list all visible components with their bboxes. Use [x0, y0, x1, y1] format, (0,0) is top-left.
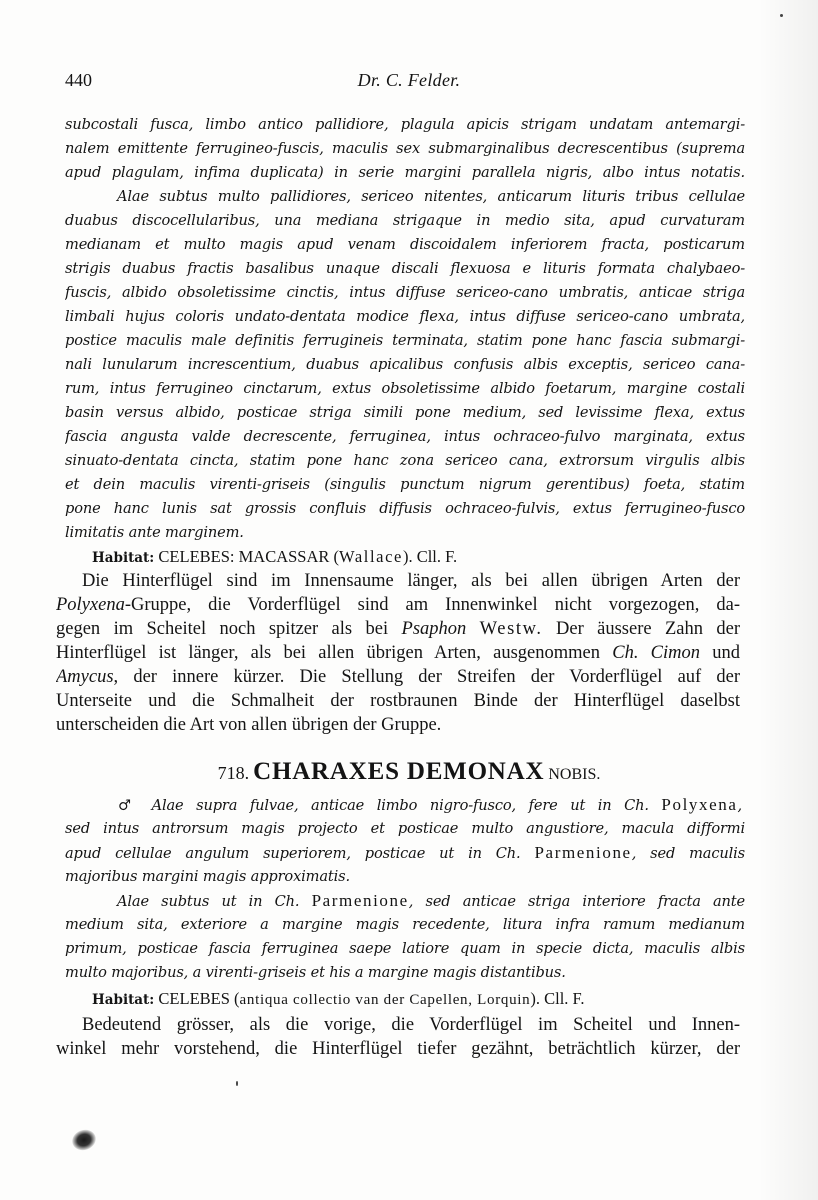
text-line: [56, 570, 740, 594]
text-line: [65, 890, 745, 914]
text-line: sinuato-dentata cincta, statim pone hanc zona sericeo cana, extrorsum virgulis albis: [65, 452, 745, 469]
paper-speck: [780, 14, 783, 17]
text-line: basin versus albido, posticae striga simili pone medium, sed levissime flexa, extus: [65, 404, 745, 421]
text-run: medium sita, exteriore a margine magis recedente, litura infra ramum medianum: [65, 916, 745, 933]
text-run: ,: [737, 797, 742, 814]
text-line: [56, 690, 740, 714]
text-line: [56, 594, 740, 618]
text-run: Alae supra fulvae, anticae limbo nigro-fusco, fere ut in Ch.: [151, 797, 662, 814]
text-run: und: [700, 643, 740, 663]
text-line: nali lunularum increscentium, duabus apicalibus confusis albis exceptis, sericeo cana-: [65, 356, 745, 373]
text-line: [65, 818, 745, 842]
text-run: , der innere kürzer. Die Stellung der Streifen der Vorderflügel auf der: [113, 667, 740, 687]
text-run: gegen im Scheitel noch spitzer als bei: [56, 619, 402, 639]
text-line: [65, 938, 745, 962]
text-run: majoribus margini magis approximatis.: [65, 868, 350, 885]
text-line: [56, 642, 740, 666]
text-line: [65, 914, 745, 938]
text-run: Der äussere Zahn der: [542, 619, 740, 639]
text-run: -Gruppe, die Vorderflügel sind am Innenwinkel nicht vorgezogen, da-: [124, 595, 740, 615]
text-line: winkel mehr vorstehend, die Hinterflügel tiefer gezähnt, beträchtlich kürzer, der: [56, 1039, 740, 1059]
habitat-label: Habitat:: [92, 550, 155, 566]
text-run: , sed anticae striga interiore fracta ante: [408, 893, 745, 910]
text-run: Alae subtus ut in Ch.: [117, 893, 312, 910]
habitat-line: [92, 988, 732, 1012]
text-line: Bedeutend grösser, als die vorige, die Vorderflügel im Scheitel und Innen-: [82, 1015, 740, 1035]
text-line: duabus discocellularibus, una mediana strigaque in medio sita, apud curvaturam: [65, 212, 745, 229]
author-name: Westw.: [479, 619, 543, 639]
text-run: primum, posticae fascia ferruginea saepe latiore quam in specie dicta, maculis albis: [65, 940, 745, 957]
taxon-name: Parmenione: [534, 843, 632, 862]
text-run: Die Hinterflügel sind im Innensaume länger, als bei allen übrigen Arten der: [82, 571, 740, 591]
text-line: [65, 842, 745, 866]
text-run: Unterseite und die Schmalheit der rostbraunen Binde der Hinterflügel daselbst: [56, 691, 740, 711]
text-line: [56, 714, 740, 738]
species-authority: NOBIS.: [548, 766, 601, 783]
taxon-name: Amycus: [56, 667, 114, 687]
text-run: unterscheiden die Art von allen übrigen der Gruppe.: [56, 715, 442, 735]
text-line: limbali hujus coloris undato-dentata modice flexa, intus diffuse sericeo-cano umbrata,: [65, 308, 745, 325]
text-line: et dein maculis virenti-griseis (singulis punctum nigrum gerentibus) foeta, statim: [65, 476, 745, 493]
text-line: fuscis, albido obsoletissime cinctis, intus diffuse sericeo-cano umbratis, anticae striga: [65, 284, 745, 301]
text-run: sed intus antrorsum magis projecto et posticae multo angustiore, macula difformi: [65, 820, 745, 837]
taxon-name: Psaphon: [401, 619, 467, 639]
text-line: fascia angusta valde decrescente, ferruginea, intus ochraceo-fulvo marginata, extus: [65, 428, 745, 445]
ink-blot: [69, 1126, 98, 1153]
species-heading: [0, 758, 818, 786]
habitat-line: [92, 546, 732, 570]
text-line: apud plagulam, infima duplicata) in serie margini parallela nigris, albo intus notatis.: [65, 164, 745, 181]
text-run: multo majoribus, a virenti-griseis et his a margine magis distantibus.: [65, 964, 566, 981]
text-run: Hinterflügel ist länger, als bei allen übrigen Arten, ausgenommen: [56, 643, 613, 663]
text-line: strigis duabus fractis basalibus unaque discali flexuosa e lituris formata chalybaeo-: [65, 260, 745, 277]
habitat-collection: ). Cll. F.: [402, 547, 458, 566]
text-run: apud cellulae angulum superiorem, posticae ut in Ch.: [65, 845, 535, 862]
text-run: , sed maculis: [631, 845, 745, 862]
male-symbol-icon: ♂: [118, 797, 140, 814]
running-title: Dr. C. Felder.: [357, 70, 461, 90]
text-line: [118, 794, 742, 818]
text-line: pone hanc lunis sat grossis confluis diffusis ochraceo-fulvis, extus ferrugineo-fusco: [65, 500, 745, 517]
text-line: postice maculis male definitis ferrugineis terminata, statim pone hanc fascia submargi-: [65, 332, 745, 349]
taxon-name: Polyxena: [661, 795, 738, 814]
taxon-name: Parmenione: [311, 891, 409, 910]
page-number: 440: [65, 70, 92, 90]
species-name: CHARAXES DEMONAX: [253, 758, 545, 785]
text-line: medianam et multo magis apud venam discoidalem inferiorem fracta, posticarum: [65, 236, 745, 253]
text-line: subcostali fusca, limbo antico pallidiore, plagula apicis strigam undatam antemargi-: [65, 116, 745, 133]
text-line: Alae subtus multo pallidiores, sericeo nitentes, anticarum lituris tribus cellulae: [117, 188, 745, 205]
text-line: limitatis ante marginem.: [65, 524, 244, 541]
habitat-collector: Wallace: [339, 547, 403, 566]
taxon-name: Polyxena: [56, 595, 125, 615]
text-line: rum, intus ferrugineo cinctarum, extus obsoletissime albido foetarum, margine costali: [65, 380, 745, 397]
text-line: [56, 666, 740, 690]
habitat-collector: antiqua collectio van der Capellen, Lorquin: [239, 992, 531, 1008]
habitat-collection: ). Cll. F.: [530, 989, 585, 1008]
taxon-name: Ch. Cimon: [612, 643, 701, 663]
text-line: nalem emittente ferrugineo-fuscis, maculis sex submarginalibus decrescentibus (suprema: [65, 140, 745, 157]
text-line: [56, 618, 740, 642]
paper-speck: [236, 1081, 238, 1086]
habitat-label: Habitat:: [92, 992, 155, 1008]
text-line: [65, 962, 745, 986]
text-line: [65, 866, 745, 890]
habitat-locality: CELEBES: MACASSAR (: [158, 547, 340, 566]
habitat-locality: CELEBES (: [158, 989, 240, 1008]
species-number: 718.: [217, 763, 250, 783]
page-edge-shadow: [758, 0, 818, 1200]
